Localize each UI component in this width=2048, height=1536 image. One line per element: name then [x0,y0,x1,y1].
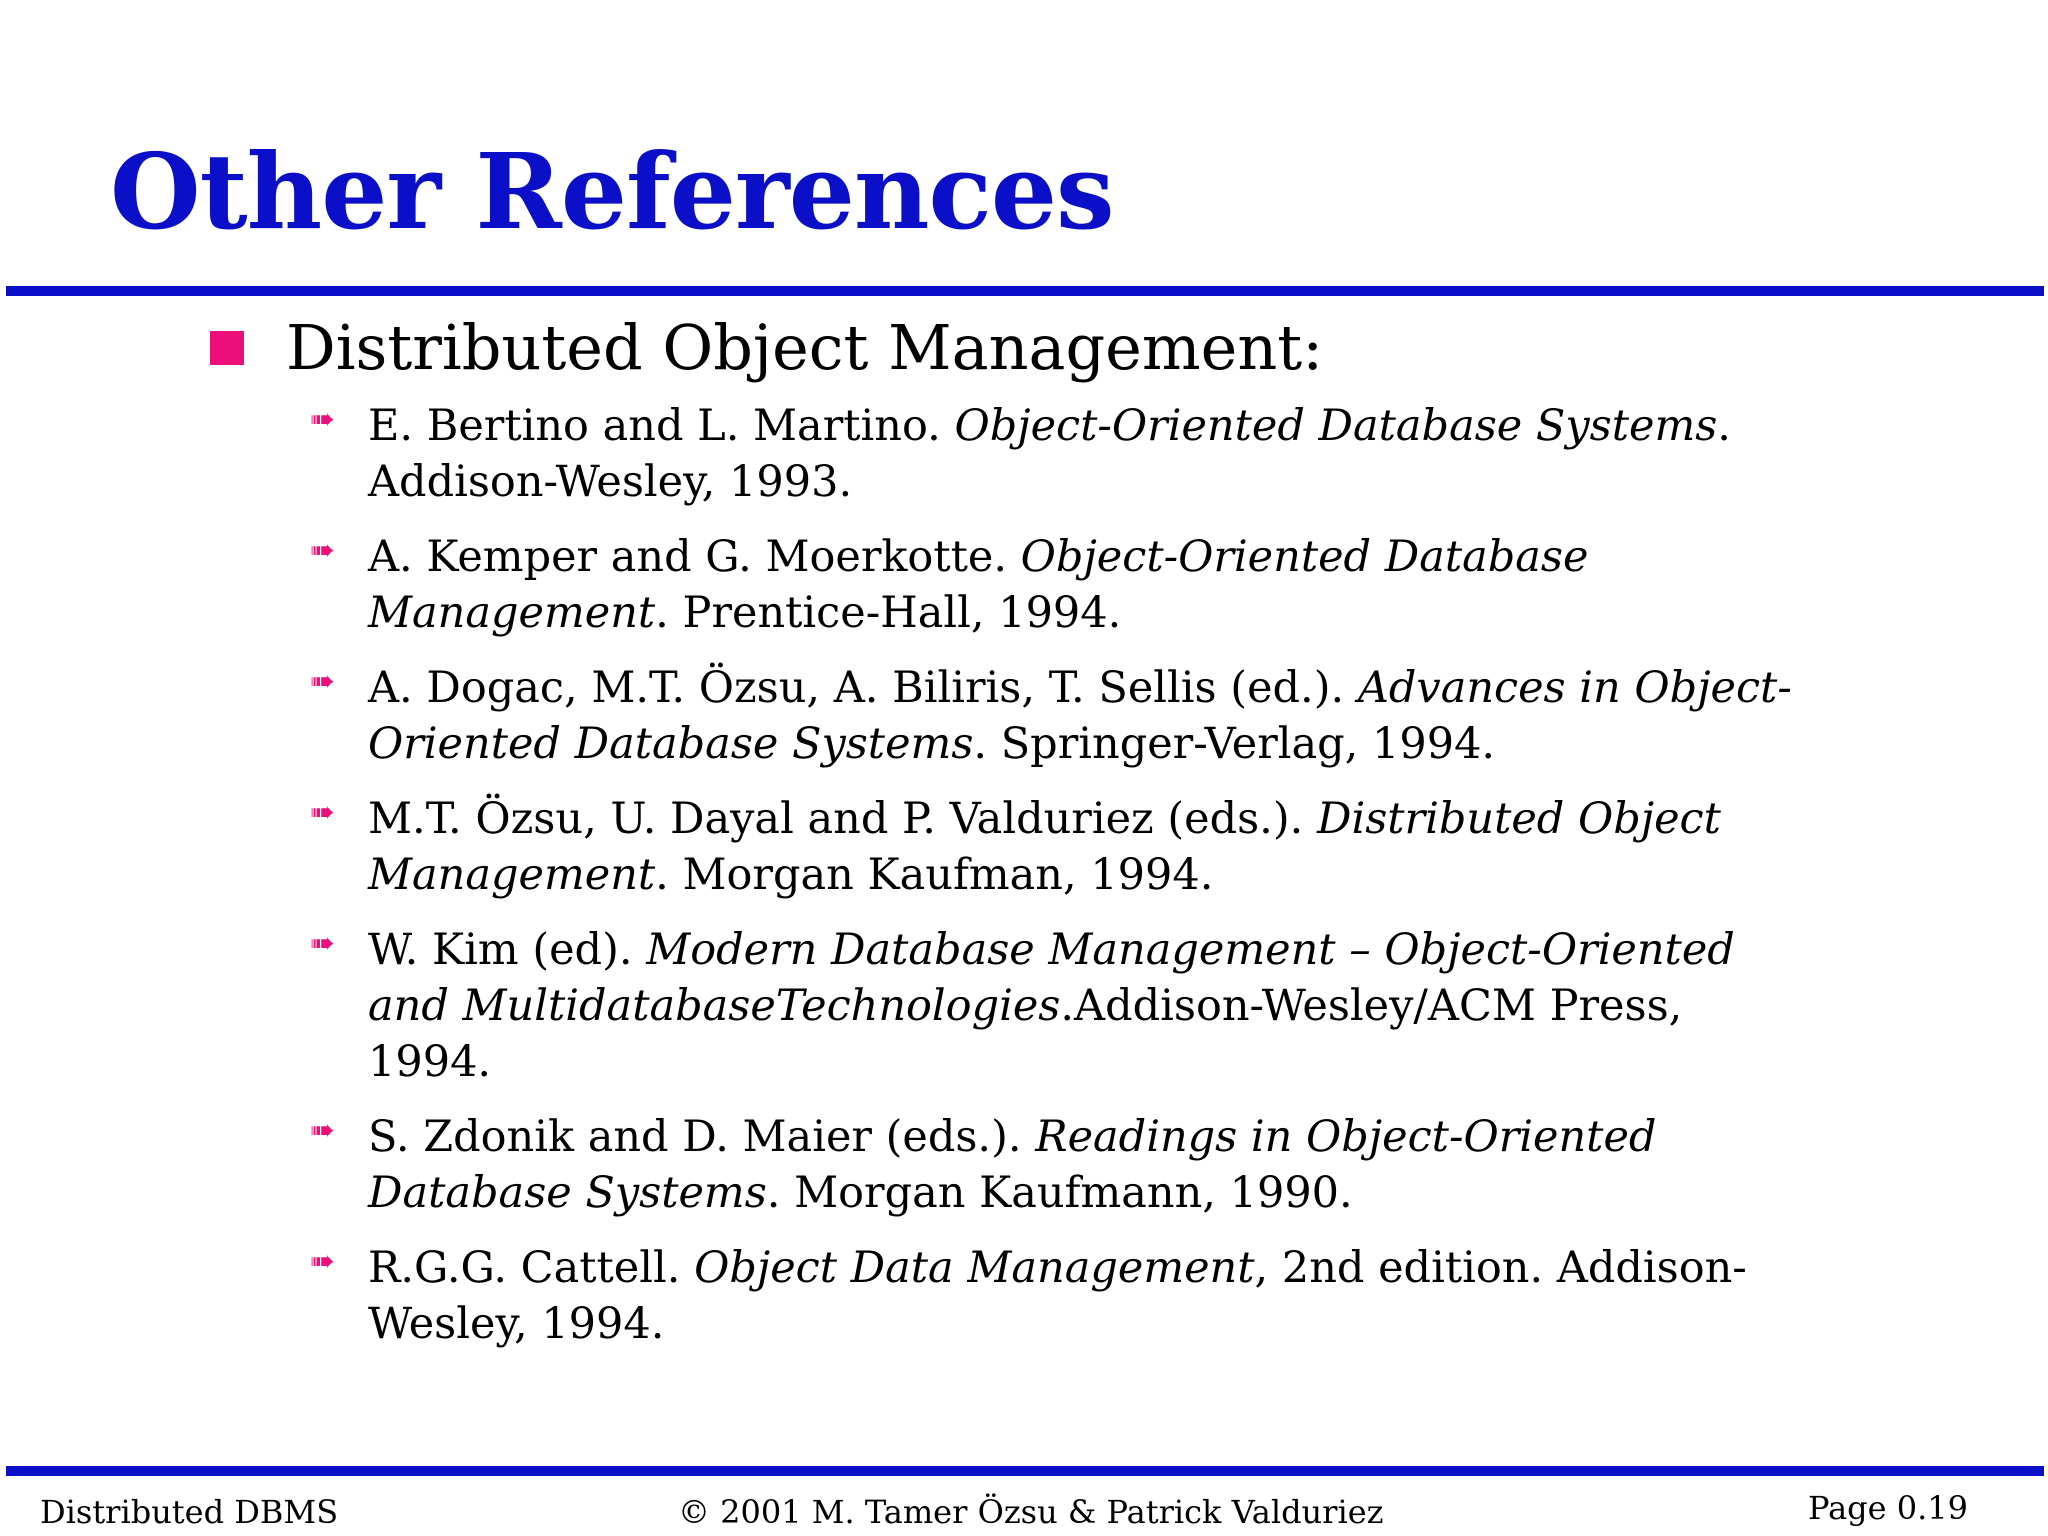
reference-item [310,660,1810,772]
reference-list [310,398,1810,1371]
reference-publisher: , 2nd edition. Addison-Wesley, 1994. [368,1243,1747,1349]
bullet-item [210,310,1323,386]
reference-authors: R.G.G. Cattell. [368,1243,695,1293]
footer-page-number: Page 0.19 [1808,1489,1969,1527]
arrow-bullet-icon: ➠ [310,402,336,437]
reference-publisher: . Prentice-Hall, 1994. [655,588,1122,638]
reference-publisher: . Addison-Wesley, 1993. [368,401,1731,507]
arrow-bullet-icon: ➠ [310,795,336,830]
square-bullet-icon [210,331,244,365]
reference-title: Object-Oriented Database Management [368,532,1589,638]
reference-authors: A. Kemper and G. Moerkotte. [368,532,1021,582]
reference-title: Distributed Object Management [368,794,1721,900]
reference-item [310,1109,1810,1221]
reference-title: Object Data Management [694,1243,1255,1293]
reference-item [310,791,1810,903]
slide-title: Other References [110,130,1114,253]
reference-authors: W. Kim (ed). [368,925,647,975]
reference-item [310,398,1810,510]
reference-title: Object-Oriented Database Systems [954,401,1718,451]
reference-authors: M.T. Özsu, U. Dayal and P. Valduriez (eds.). [368,794,1317,844]
footer-course-name: Distributed DBMS [40,1493,339,1531]
reference-title: Advances in Object-Oriented Database Systems [368,663,1792,769]
reference-item [310,922,1810,1090]
reference-title: Readings in Object-Oriented Database Systems [368,1112,1657,1218]
footer-copyright: © 2001 M. Tamer Özsu & Patrick Valduriez [678,1493,1384,1531]
arrow-bullet-icon: ➠ [310,664,336,699]
reference-publisher: . Springer-Verlag, 1994. [973,719,1496,769]
arrow-bullet-icon: ➠ [310,533,336,568]
reference-publisher: . Morgan Kaufman, 1994. [655,850,1214,900]
reference-authors: E. Bertino and L. Martino. [368,401,955,451]
arrow-bullet-icon: ➠ [310,1244,336,1279]
footer-divider [6,1466,2044,1476]
title-divider [6,286,2044,296]
reference-title: Modern Database Management – Object-Oriented and MultidatabaseTechnologies [368,925,1735,1031]
reference-item [310,529,1810,641]
reference-publisher: .Addison-Wesley/ACM Press, 1994. [368,981,1683,1087]
reference-authors: A. Dogac, M.T. Özsu, A. Biliris, T. Sellis (ed.). [368,663,1358,713]
bullet-text: Distributed Object Management: [286,311,1324,384]
reference-publisher: . Morgan Kaufmann, 1990. [766,1168,1353,1218]
arrow-bullet-icon: ➠ [310,1113,336,1148]
arrow-bullet-icon: ➠ [310,926,336,961]
reference-item [310,1240,1810,1352]
reference-authors: S. Zdonik and D. Maier (eds.). [368,1112,1036,1162]
